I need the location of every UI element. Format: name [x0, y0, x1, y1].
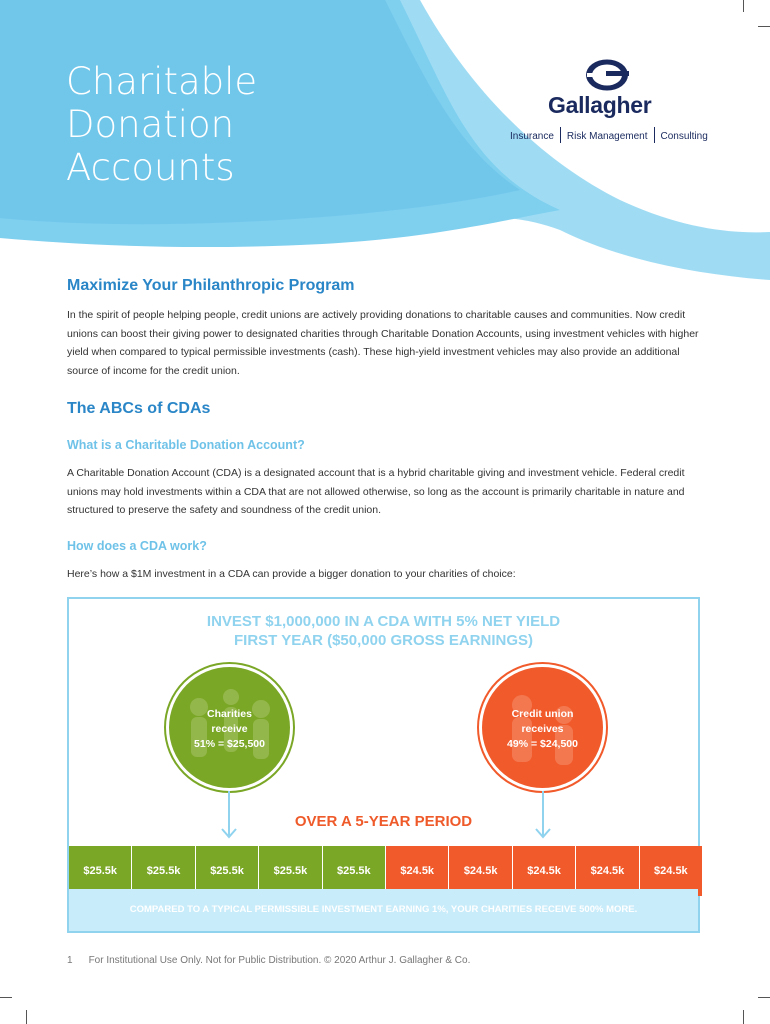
circle-label-line: 49% = $24,500: [507, 738, 578, 750]
charities-bar: $25.5k: [132, 846, 195, 896]
crop-mark: [743, 1010, 744, 1024]
comparison-note: COMPARED TO A TYPICAL PERMISSIBLE INVESTMENT EARNING 1%, YOUR CHARITIES RECEIVE 500% MORE.: [69, 889, 698, 931]
tagline-divider: [654, 127, 655, 143]
brand-name: Gallagher: [548, 92, 652, 118]
title-line: Donation: [66, 103, 235, 146]
intro-paragraph: In the spirit of people helping people, credit unions are actively providing donations to charitable causes and communities. Now credit unions can boost their giving power to designated charities through Charitable Donation Accounts, using investment vehicles with higher yield when compared to typical permissible investments (cash). These high-yield investment vehicles may also provide an additional source of income for the credit union.: [67, 309, 699, 377]
credit-union-bar: $24.5k: [513, 846, 576, 896]
tagline-item: Risk Management: [566, 131, 648, 142]
gallagher-logo: [508, 58, 708, 142]
circle-label-line: receives: [521, 723, 564, 735]
circle-label-line: 51% = $25,500: [194, 738, 265, 750]
tagline-divider: [560, 127, 561, 143]
page-number: 1: [67, 955, 73, 966]
crop-mark: [0, 997, 12, 998]
charities-share-label: [169, 707, 290, 752]
infographic-headline: [69, 612, 698, 650]
abcs-heading: The ABCs of CDAs: [67, 400, 211, 417]
credit-union-circle: [482, 667, 603, 788]
circle-label-line: Credit union: [511, 708, 574, 720]
how-cda-works-paragraph: Here’s how a $1M investment in a CDA can provide a bigger donation to your charities of choice:: [67, 568, 516, 580]
gallagher-g-icon: [585, 58, 629, 92]
credit-union-bar: $24.5k: [449, 846, 512, 896]
charities-circle: [169, 667, 290, 788]
what-is-cda-heading: What is a Charitable Donation Account?: [67, 438, 305, 452]
credit-union-bar: $24.5k: [576, 846, 639, 896]
headline-line: INVEST $1,000,000 IN A CDA WITH 5% NET YIELD: [206, 613, 561, 630]
credit-union-share-label: [482, 707, 603, 752]
page-footer: [67, 955, 470, 966]
period-label: OVER A 5-YEAR PERIOD: [294, 813, 473, 830]
charities-bar: $25.5k: [259, 846, 322, 896]
brand-tagline: [510, 127, 708, 143]
circle-label-line: Charities: [207, 708, 252, 720]
charities-bar: $25.5k: [196, 846, 259, 896]
document-title: [66, 60, 257, 189]
how-cda-works-heading: How does a CDA work?: [67, 539, 207, 553]
circle-label-line: receive: [211, 723, 248, 735]
cda-infographic: [67, 597, 700, 933]
charities-bar: $25.5k: [323, 846, 386, 896]
title-line: Charitable: [66, 60, 258, 103]
title-line: Accounts: [66, 146, 235, 189]
disclaimer-text: For Institutional Use Only. Not for Public Distribution. © 2020 Arthur J. Gallagher & Co.: [88, 955, 471, 966]
crop-mark: [26, 1010, 27, 1024]
headline-line: FIRST YEAR ($50,000 GROSS EARNINGS): [234, 632, 533, 649]
crop-mark: [758, 997, 770, 998]
credit-union-bar: $24.5k: [640, 846, 702, 896]
charities-bar: $25.5k: [69, 846, 132, 896]
intro-heading: Maximize Your Philanthropic Program: [67, 277, 355, 294]
credit-union-bar: $24.5k: [386, 846, 449, 896]
tagline-item: Consulting: [660, 131, 708, 142]
what-is-cda-paragraph: A Charitable Donation Account (CDA) is a designated account that is a hybrid charitable giving and investment vehicle. Federal credit unions may hold investments within a CDA that are not allowed otherwise, so long as the account is primarily charitable in nature and structured to preserve the safety and soundness of the credit union.: [67, 467, 685, 516]
tagline-item: Insurance: [510, 131, 554, 142]
